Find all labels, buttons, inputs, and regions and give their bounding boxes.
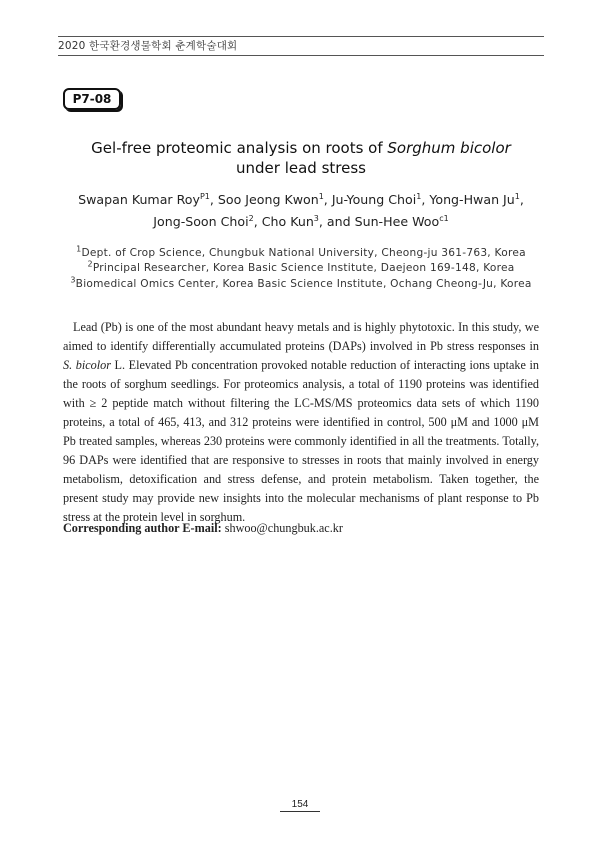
author-name: Soo Jeong Kwon [217,192,319,207]
author-sep: , [323,192,332,207]
affiliation [58,277,544,292]
affiliation-sup: 1 [76,244,82,254]
author-name: Ju-Young Choi [331,192,417,207]
running-header: 2020 한국환경생물학회 춘계학술대회 [58,40,238,52]
paper-title [58,138,544,178]
author-sep: , and [318,214,355,229]
title-species: Sorghum bicolor [387,139,511,157]
affiliation [58,246,544,261]
author-sup: c1 [439,213,449,223]
page-number: 154 [280,799,320,812]
author-sup: 2 [248,213,254,223]
affiliation-sup: 2 [87,259,93,269]
abstract-text: L. Elevated Pb concentration provoked notable reduction of interacting ions uptake in the roots of sorghum seedlings. For proteomics analysis, a total of 1190 proteins was identified with ≥ 2 peptide match without filtering the LC-MS/MS proteomics data sets of which 1190 proteins, a total of 465, 413, and 312 proteins were identified in control, 500 μM and 1000 μM Pb treated samples, whereas 230 proteins were commonly identified in all the treatments. Totally, 96 DAPs were identified that are responsive to stresses in roots that mainly involved in energy metabolism, detoxification and stress defense, and protein metabolism. Taken together, the present study may provide new insights into the molecular mechanisms of plant response to Pb stress at the protein level in sorghum. [63,358,539,524]
abstract-paragraph [63,318,539,527]
poster-id-badge: P7-08 [63,88,121,110]
author-name: Swapan Kumar Roy [78,192,200,207]
abstract-text: Lead (Pb) is one of the most abundant heavy metals and is highly phytotoxic. In this study, we aimed to identify differentially accumulated proteins (DAPs) involved in Pb stress responses in [63,320,539,353]
author-sup: 1 [514,191,520,201]
affiliation-sup: 3 [70,275,76,285]
title-line2: under lead stress [236,159,366,177]
corresponding-author [63,521,539,536]
author-name: Sun-Hee Woo [354,214,440,229]
abstract-species: S. bicolor [63,358,111,372]
author-sep: , [209,192,218,207]
affiliation-text: Principal Researcher, Korea Basic Science Institute, Daejeon 169-148, Korea [92,262,515,275]
author-sep: , [421,192,430,207]
author-sup: 1 [416,191,422,201]
corresponding-email[interactable]: shwoo@chungbuk.ac.kr [224,521,343,535]
author-name: Cho Kun [261,214,314,229]
author-name: Jong-Soon Choi [153,214,249,229]
author-sup: 3 [313,213,319,223]
author-sep: , [253,214,262,229]
header-rule [58,55,544,56]
affiliation [58,261,544,276]
author-sup: 1 [318,191,324,201]
author-list [58,189,544,233]
author-sep: , [519,192,524,207]
title-part1: Gel-free proteomic analysis on roots of [91,139,388,157]
author-name: Yong-Hwan Ju [429,192,515,207]
affiliation-text: Biomedical Omics Center, Korea Basic Science Institute, Ochang Cheong-Ju, Korea [75,277,532,290]
affiliation-text: Dept. of Crop Science, Chungbuk National University, Cheong-ju 361-763, Korea [81,247,526,259]
header-rule-top [58,36,544,37]
corresponding-label: Corresponding author E-mail: [63,521,222,535]
affiliation-list [58,246,544,292]
abstract [63,318,539,527]
author-sup: P1 [199,191,210,201]
